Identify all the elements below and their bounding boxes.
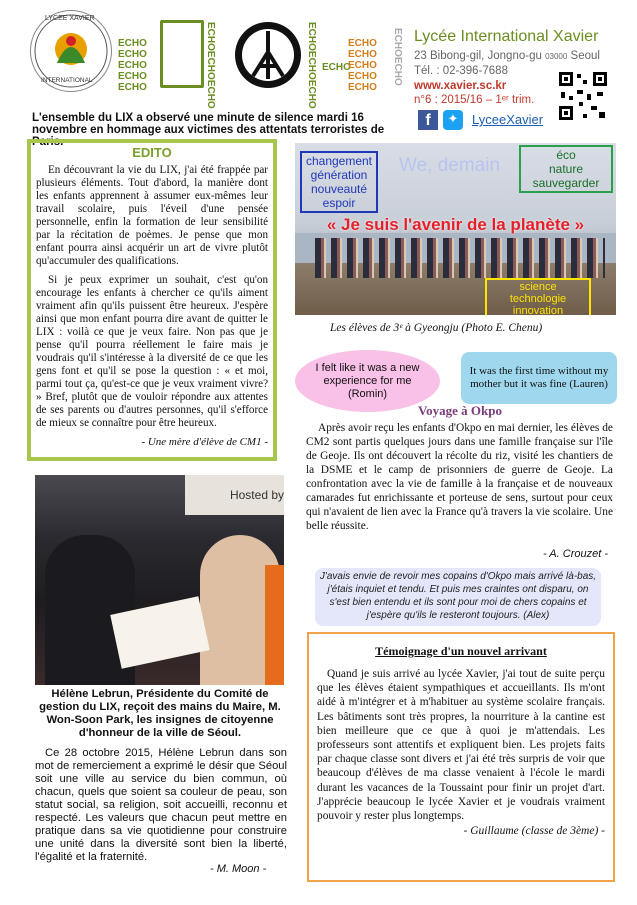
logo-text-top: LYCEE XAVIER [45,15,95,22]
photo-students-beach [295,143,616,315]
new-arrival-title: Témoignage d'un nouvel arrivant [375,644,547,658]
photo-box-blue: changement génération nouveauté espoir [300,151,378,213]
photo2-caption: Hélène Lebrun, Présidente du Comité de gestion du LIX, reçoit des mains du Maire, M. Won-Soon Park, les insignes de citoyenne d'honneur de la ville de Séoul. [39,688,281,739]
issue-number: n°6 : 2015/16 – 1ᵉʳ trim. [414,94,535,106]
website-link[interactable]: www.xavier.sc.kr [414,80,507,92]
echo-graphic-5: ECHO ECHO ECHO ECHO ECHO [348,38,377,93]
school-name: Lycée International Xavier [414,28,599,45]
photo-we-demain-text: We, demain [399,155,501,176]
new-arrival-box [307,632,615,882]
quote-alex: J'avais envie de revoir mes copains d'Okpo mais arrivé là-bas, j'étais inquiet et tendu. Et puis mes craintes ont disparu, on s'est bien entendu et ils sont pour moi de chers copains et j'espère qu'ils le resteront toujours. (Alex) [315,568,601,626]
ceremony-article: Ce 28 octobre 2015, Hélène Lebrun dans son mot de remerciement a exprimé le désir que Séoul soit une ville au service du bien commun, où chacun, quels que soient sa couleur de peau, son statut social, sa religion, soit accueilli, reconnu et respecté. Les valeurs que chacun peut mettre en pratique dans sa vie quotidienne pour construire une unité dans la diversité sont bien la liberté, l'égalité et la fraternité. [35,747,287,863]
quote-bubble-lauren: It was the first time without my mother but it was fine (Lauren) [461,352,617,404]
okpo-signature: - A. Crouzet - [543,548,608,560]
echo-graphic-6: ECHOECHO [392,28,403,86]
quote-bubble-romin: I felt like it was a new experience for me (Romin) [295,350,440,412]
echo-graphic-3: ECHOECHOECHO [306,22,317,109]
okpo-article: Après avoir reçu les enfants d'Okpo en mai dernier, les élèves de CM2 sont partis quelques jours dans une famille française sur l'île de Geoje. Ils ont découvert la récolte du riz, visité les chantiers de la DSME et le camp de prisonniers de guerre de Geoje. La confrontation avec la vie de famille à la française et de nouveaux camarades fut enrichissante et porteuse de sens, surtout pour ceux qui n'avaient de lien avec la France qu'à travers la vie scolaire. Une belle réussite. [306,422,613,532]
echo-graphic-1: ECHO ECHO ECHO ECHO ECHO [118,38,147,93]
photo-title: « Je suis l'avenir de la planète » [326,215,585,234]
tribute-notice: L'ensemble du LIX a observé une minute de silence mardi 16 novembre en hommage aux victimes des attentats terroristes de Paris. [32,112,385,148]
new-arrival-signature: - Guillaume (classe de 3ème) - [463,825,605,838]
peace-eiffel-icon [235,22,301,88]
photo-banner-text: Hosted by [185,475,284,515]
okpo-title: Voyage à Okpo [417,403,503,418]
edito-title: EDITO [132,145,172,160]
photo-box-green: éco nature sauvegarder [519,145,613,193]
address-line: 23 Bibong-gil, Jongno-gu 03000 Seoul [414,50,600,62]
twitter-icon[interactable]: ✦ [443,110,463,130]
new-arrival-text: Quand je suis arrivé au lycée Xavier, j'ai tout de suite perçu que les élèves étaient sympathiques et accueillants. Ils m'ont aidé à m'intégrer et à m'habituer au système scolaire français. Les bâtiments sont très propres, la nourriture à la cantine est bien meilleure que ce que à quoi je m'attendais. Les professeurs sont attentifs et expliquent bien. Les projets faits par chaque classe sont divers et j'ai été très surpris de voir que beaucoup d'élèves de ma classe venaient à l'école le mardi durant les vacances de la Toussaint pour finir un projet d'art. J'apprécie beaucoup le lycée Xavier et je voudrais vraiment pouvoir y rester plus longtemps. [317,668,605,823]
echo-graphic-4: ECHO [322,62,351,73]
edito-paragraph-1: En découvrant la vie du LIX, j'ai été frappée par plusieurs éléments. Tout d'abord, la manière dont les enfants apprennent à assumer eux-mêmes leur travail scolaire, puis l'éveil d'une pensée personnelle, enfin la formation de leur sensibilité par la récitation de poèmes. Je pense que mon enfant pourra ainsi acquérir un art de vivre plutôt qu'accumuler des qualifications. [36,164,268,267]
photo-ceremony [35,475,284,685]
ceremony-signature: - M. Moon - [210,863,267,875]
twitter-link[interactable]: LyceeXavier [472,112,544,127]
school-logo [30,10,112,92]
echo-graphic-2: ECHOECHOECHO [205,22,216,109]
phone: Tél. : 02-396-7688 [414,65,508,77]
qr-code-icon[interactable] [557,70,609,122]
edito-paragraph-2: Si je peux exprimer un souhait, c'est qu'on encourage les enfants à chercher ce qu'ils aiment vraiment afin qu'ils puissent être heureux. J'espère ainsi que mon enfant pourra dire avant de quitter le LIX : voilà ce que je veux faire. Non pas que je pense qu'il pourra réellement le faire mais je voudrais qu'il s'intéresse à la diversité de ce que les gens font et qu'il se pose la question : « et moi, parmi tout ça, qu'est-ce que je veux vraiment vivre? » Bref, plutôt que de vouloir répondre aux attentes de ses parents ou d'autres personnes, qu'il s'efforce de mieux se connaître pour être heureux. [36,274,268,429]
photo1-caption: Les élèves de 3ᵉ à Gyeongju (Photo E. Chenu) [330,322,543,334]
photo-box-yellow: science technologie innovation [485,278,591,315]
facebook-icon[interactable]: f [418,110,438,130]
logo-text-bottom: INTERNATIONAL [41,77,93,84]
edito-box [27,139,277,461]
echo-graphic-o [160,20,204,88]
edito-signature: - Une mère d'élève de CM1 - [141,436,268,448]
